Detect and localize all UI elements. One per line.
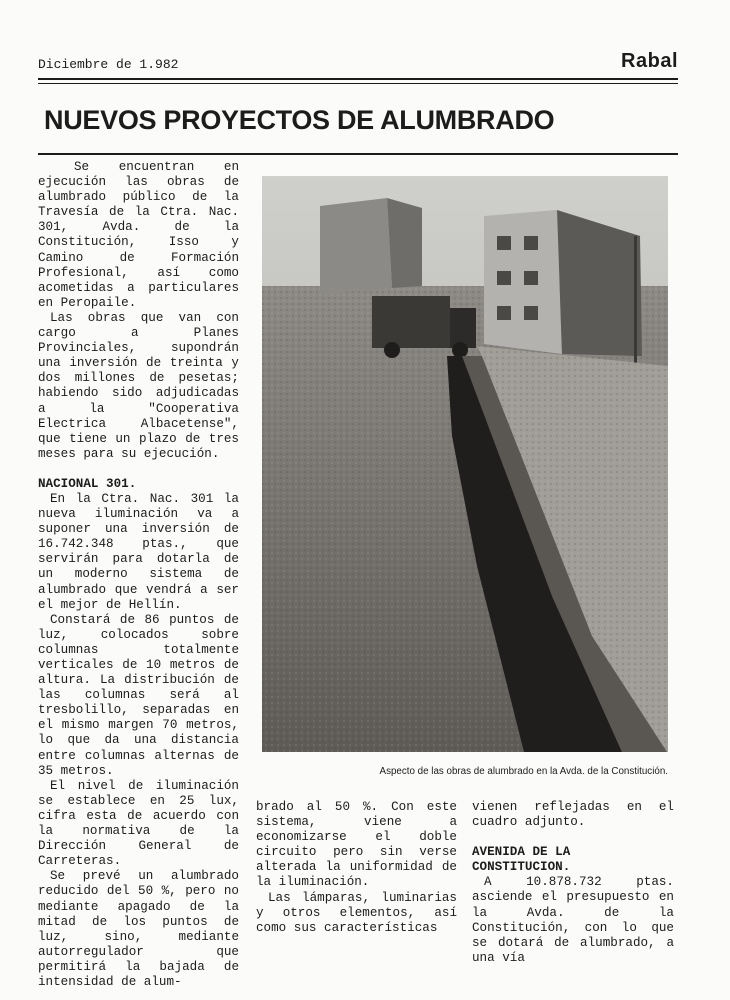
publication-name: Rabal xyxy=(621,50,678,72)
section-paragraph-4: Se prevé un alumbrado reducido del 50 %, pero no mediante apagado de la mitad de los puntos de luz, sino, mediante autorregulador que permitirá la bajada de intensidad de alum- xyxy=(38,869,239,989)
column2-paragraph-1: brado al 50 %. Con este sistema, viene a economizarse el doble circuito pero sin verse alterada la uniformidad de la iluminación. xyxy=(256,800,457,890)
article-headline: NUEVOS PROYECTOS DE ALUMBRADO xyxy=(44,105,555,135)
column3-paragraph-1: vienen reflejadas en el cuadro adjunto. xyxy=(472,800,674,830)
intro-paragraph-1: Se encuentran en ejecución las obras de alumbrado público de la Travesía de la Ctra. Nac. 301, Avda. de la Constitución, Isso y Camino de Formación Profesional, así como acometidas a particulares en Peropaile. xyxy=(38,160,239,310)
article-column-2 xyxy=(256,800,457,936)
photo-caption: Aspecto de las obras de alumbrado en la Avda. de la Constitución. xyxy=(379,766,668,777)
section-heading-nacional-301: NACIONAL 301. xyxy=(38,476,137,491)
column2-paragraph-2: Las lámparas, luminarias y otros elementos, así como sus características xyxy=(256,890,457,935)
headline-rule xyxy=(38,153,678,155)
issue-date: Diciembre de 1.982 xyxy=(38,57,179,72)
header-rule-thin xyxy=(38,83,678,84)
section-paragraph-3: El nivel de iluminación se establece en 25 lux, cifra esta de acuerdo con la normativa de la Dirección General de Carreteras. xyxy=(38,778,239,869)
section-paragraph-2: Constará de 86 puntos de luz, colocados sobre columnas totalmente verticales de 10 metros de altura. La distribución de las columnas será al tresbolillo, separadas en el mismo margen 70 metros, lo que da una distancia entre columnas alternas de 35 metros. xyxy=(38,612,239,778)
spacer xyxy=(472,830,674,845)
spacer xyxy=(38,462,239,477)
intro-paragraph-2: Las obras que van con cargo a Planes Provinciales, supondrán una inversión de treinta y dos millones de pesetas; habiendo sido adjudicadas a la "Cooperativa Electrica Albacetense", que tiene un plazo de tres meses para su ejecución. xyxy=(38,310,239,461)
column3-paragraph-2: A 10.878.732 ptas. asciende el presupuesto en la Avda. de la Constitución, con lo que se dotará de alumbrado, a una vía xyxy=(472,875,674,965)
construction-photo xyxy=(262,176,668,752)
section-heading-avenida: AVENIDA DE LA CONSTITUCION. xyxy=(472,845,571,875)
article-column-3 xyxy=(472,800,674,966)
article-column-1 xyxy=(38,160,239,990)
header-rule xyxy=(38,78,678,80)
section-paragraph-1: En la Ctra. Nac. 301 la nueva iluminación va a suponer una inversión de 16.742.348 ptas., que servirán para dotarla de un moderno sistema de alumbrado que vendrá a ser el mejor de Hellín. xyxy=(38,491,239,612)
